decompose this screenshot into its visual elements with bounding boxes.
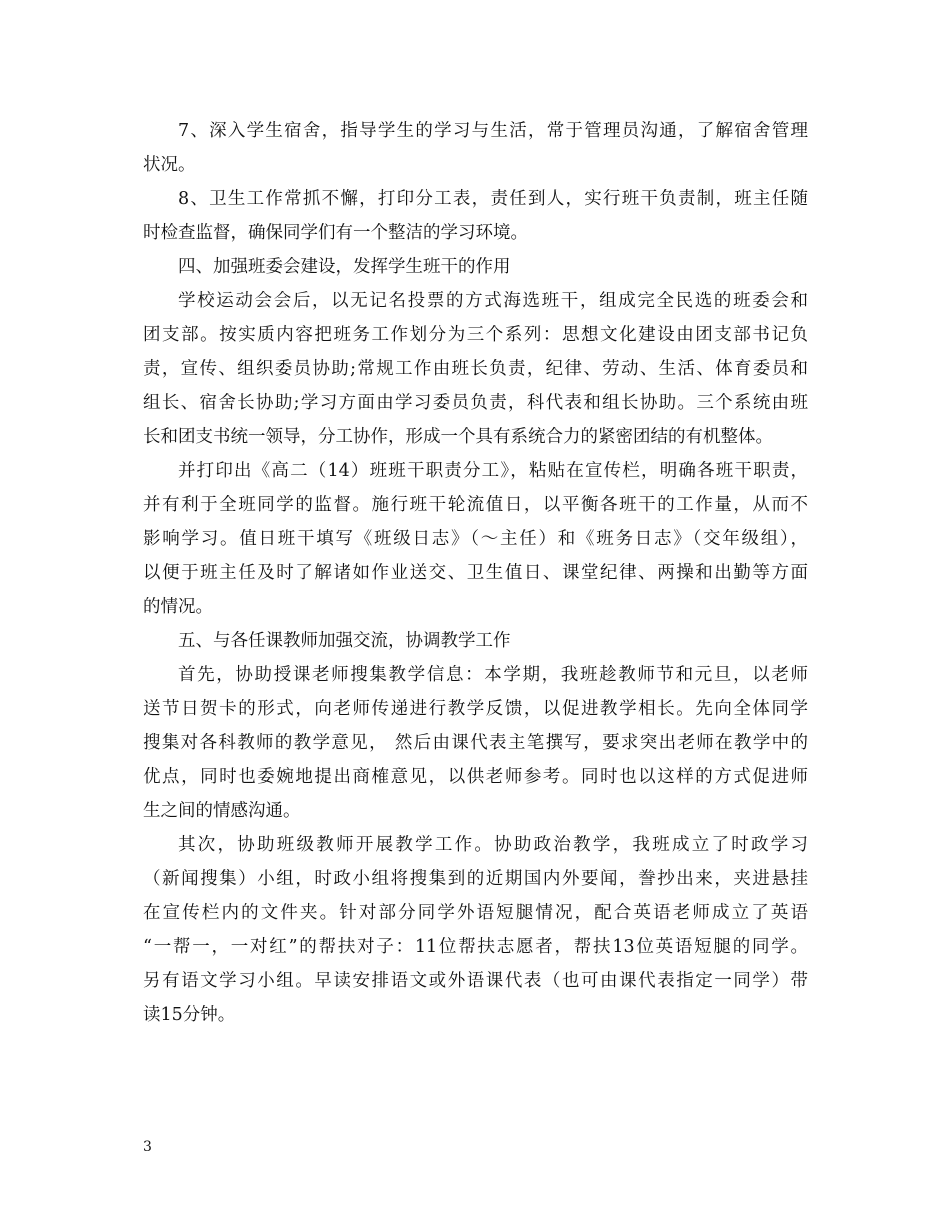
paragraph-second (143, 828, 808, 1032)
section-heading-5 (143, 624, 808, 658)
paragraph-first (143, 658, 808, 828)
text-line: 7、深入学生宿舍，指导学生的学习与生活，常于管理员沟通，了解宿舍管理 (178, 121, 808, 141)
text-line: 组长、宿舍长协助;学习方面由学习委员负责，科代表和组长协助。三个系统由班 (143, 393, 808, 413)
text-line: “一帮一，一对红”的帮扶对子：11位帮扶志愿者，帮扶13位英语短腿的同学。 (143, 937, 808, 957)
text-line: 首先，协助授课老师搜集教学信息：本学期，我班趁教师节和元旦，以老师 (178, 665, 808, 685)
text-line: 长和团支书统一领导，分工协作，形成一个具有系统合力的紧密团结的有机整体。 (143, 427, 773, 447)
text-line: 优点，同时也委婉地提出商榷意见，以供老师参考。同时也以这样的方式促进师 (143, 767, 808, 787)
text-line: 搜集对各科教师的教学意见， 然后由课代表主笔撰写，要求突出老师在教学中的 (143, 733, 808, 753)
page-number: 3 (143, 1139, 152, 1155)
document-body (143, 114, 808, 1032)
text-line: 责，宣传、组织委员协助;常规工作由班长负责，纪律、劳动、生活、体育委员和 (143, 359, 808, 379)
text-line: 读15分钟。 (143, 1005, 236, 1025)
text-line: 状况。 (143, 155, 196, 175)
text-line: 8、卫生工作常抓不懈，打印分工表，责任到人，实行班干负责制，班主任随 (178, 189, 808, 209)
text-line: 学校运动会会后，以无记名投票的方式海选班干，组成完全民选的班委会和 (178, 291, 808, 311)
text-line: 影响学习。值日班干填写《班级日志》（～主任）和《班务日志》（交年级组）， (143, 529, 808, 549)
section-heading: 五、与各任课教师加强交流，协调教学工作 (178, 631, 511, 651)
paragraph-duty-division (143, 454, 808, 624)
text-line: 团支部。按实质内容把班务工作划分为三个系列：思想文化建设由团支部书记负 (143, 325, 808, 345)
text-line: 并打印出《高二（14）班班干职责分工》，粘贴在宣传栏，明确各班干职责， (178, 461, 808, 481)
text-line: （新闻搜集）小组，时政小组将搜集到的近期国内外要闻，誊抄出来，夹进悬挂 (143, 869, 808, 889)
text-line: 并有利于全班同学的监督。施行班干轮流值日，以平衡各班干的工作量，从而不 (143, 495, 808, 515)
text-line: 在宣传栏内的文件夹。针对部分同学外语短腿情况，配合英语老师成立了英语 (143, 903, 808, 923)
text-line: 时检查监督，确保同学们有一个整洁的学习环境。 (143, 223, 528, 243)
paragraph-item-8 (143, 182, 808, 250)
text-line: 另有语文学习小组。早读安排语文或外语课代表（也可由课代表指定一同学）带 (143, 971, 808, 991)
text-line: 送节日贺卡的形式，向老师传递进行教学反馈，以促进教学相长。先向全体同学 (143, 699, 808, 719)
section-heading: 四、加强班委会建设，发挥学生班干的作用 (178, 257, 511, 277)
text-line: 以便于班主任及时了解诸如作业送交、卫生值日、课堂纪律、两操和出勤等方面 (143, 563, 808, 583)
paragraph-class-committee (143, 284, 808, 454)
text-line: 的情况。 (143, 597, 213, 617)
text-line: 生之间的情感沟通。 (143, 801, 301, 821)
paragraph-item-7 (143, 114, 808, 182)
text-line: 其次，协助班级教师开展教学工作。协助政治教学，我班成立了时政学习 (178, 835, 808, 855)
section-heading-4 (143, 250, 808, 284)
